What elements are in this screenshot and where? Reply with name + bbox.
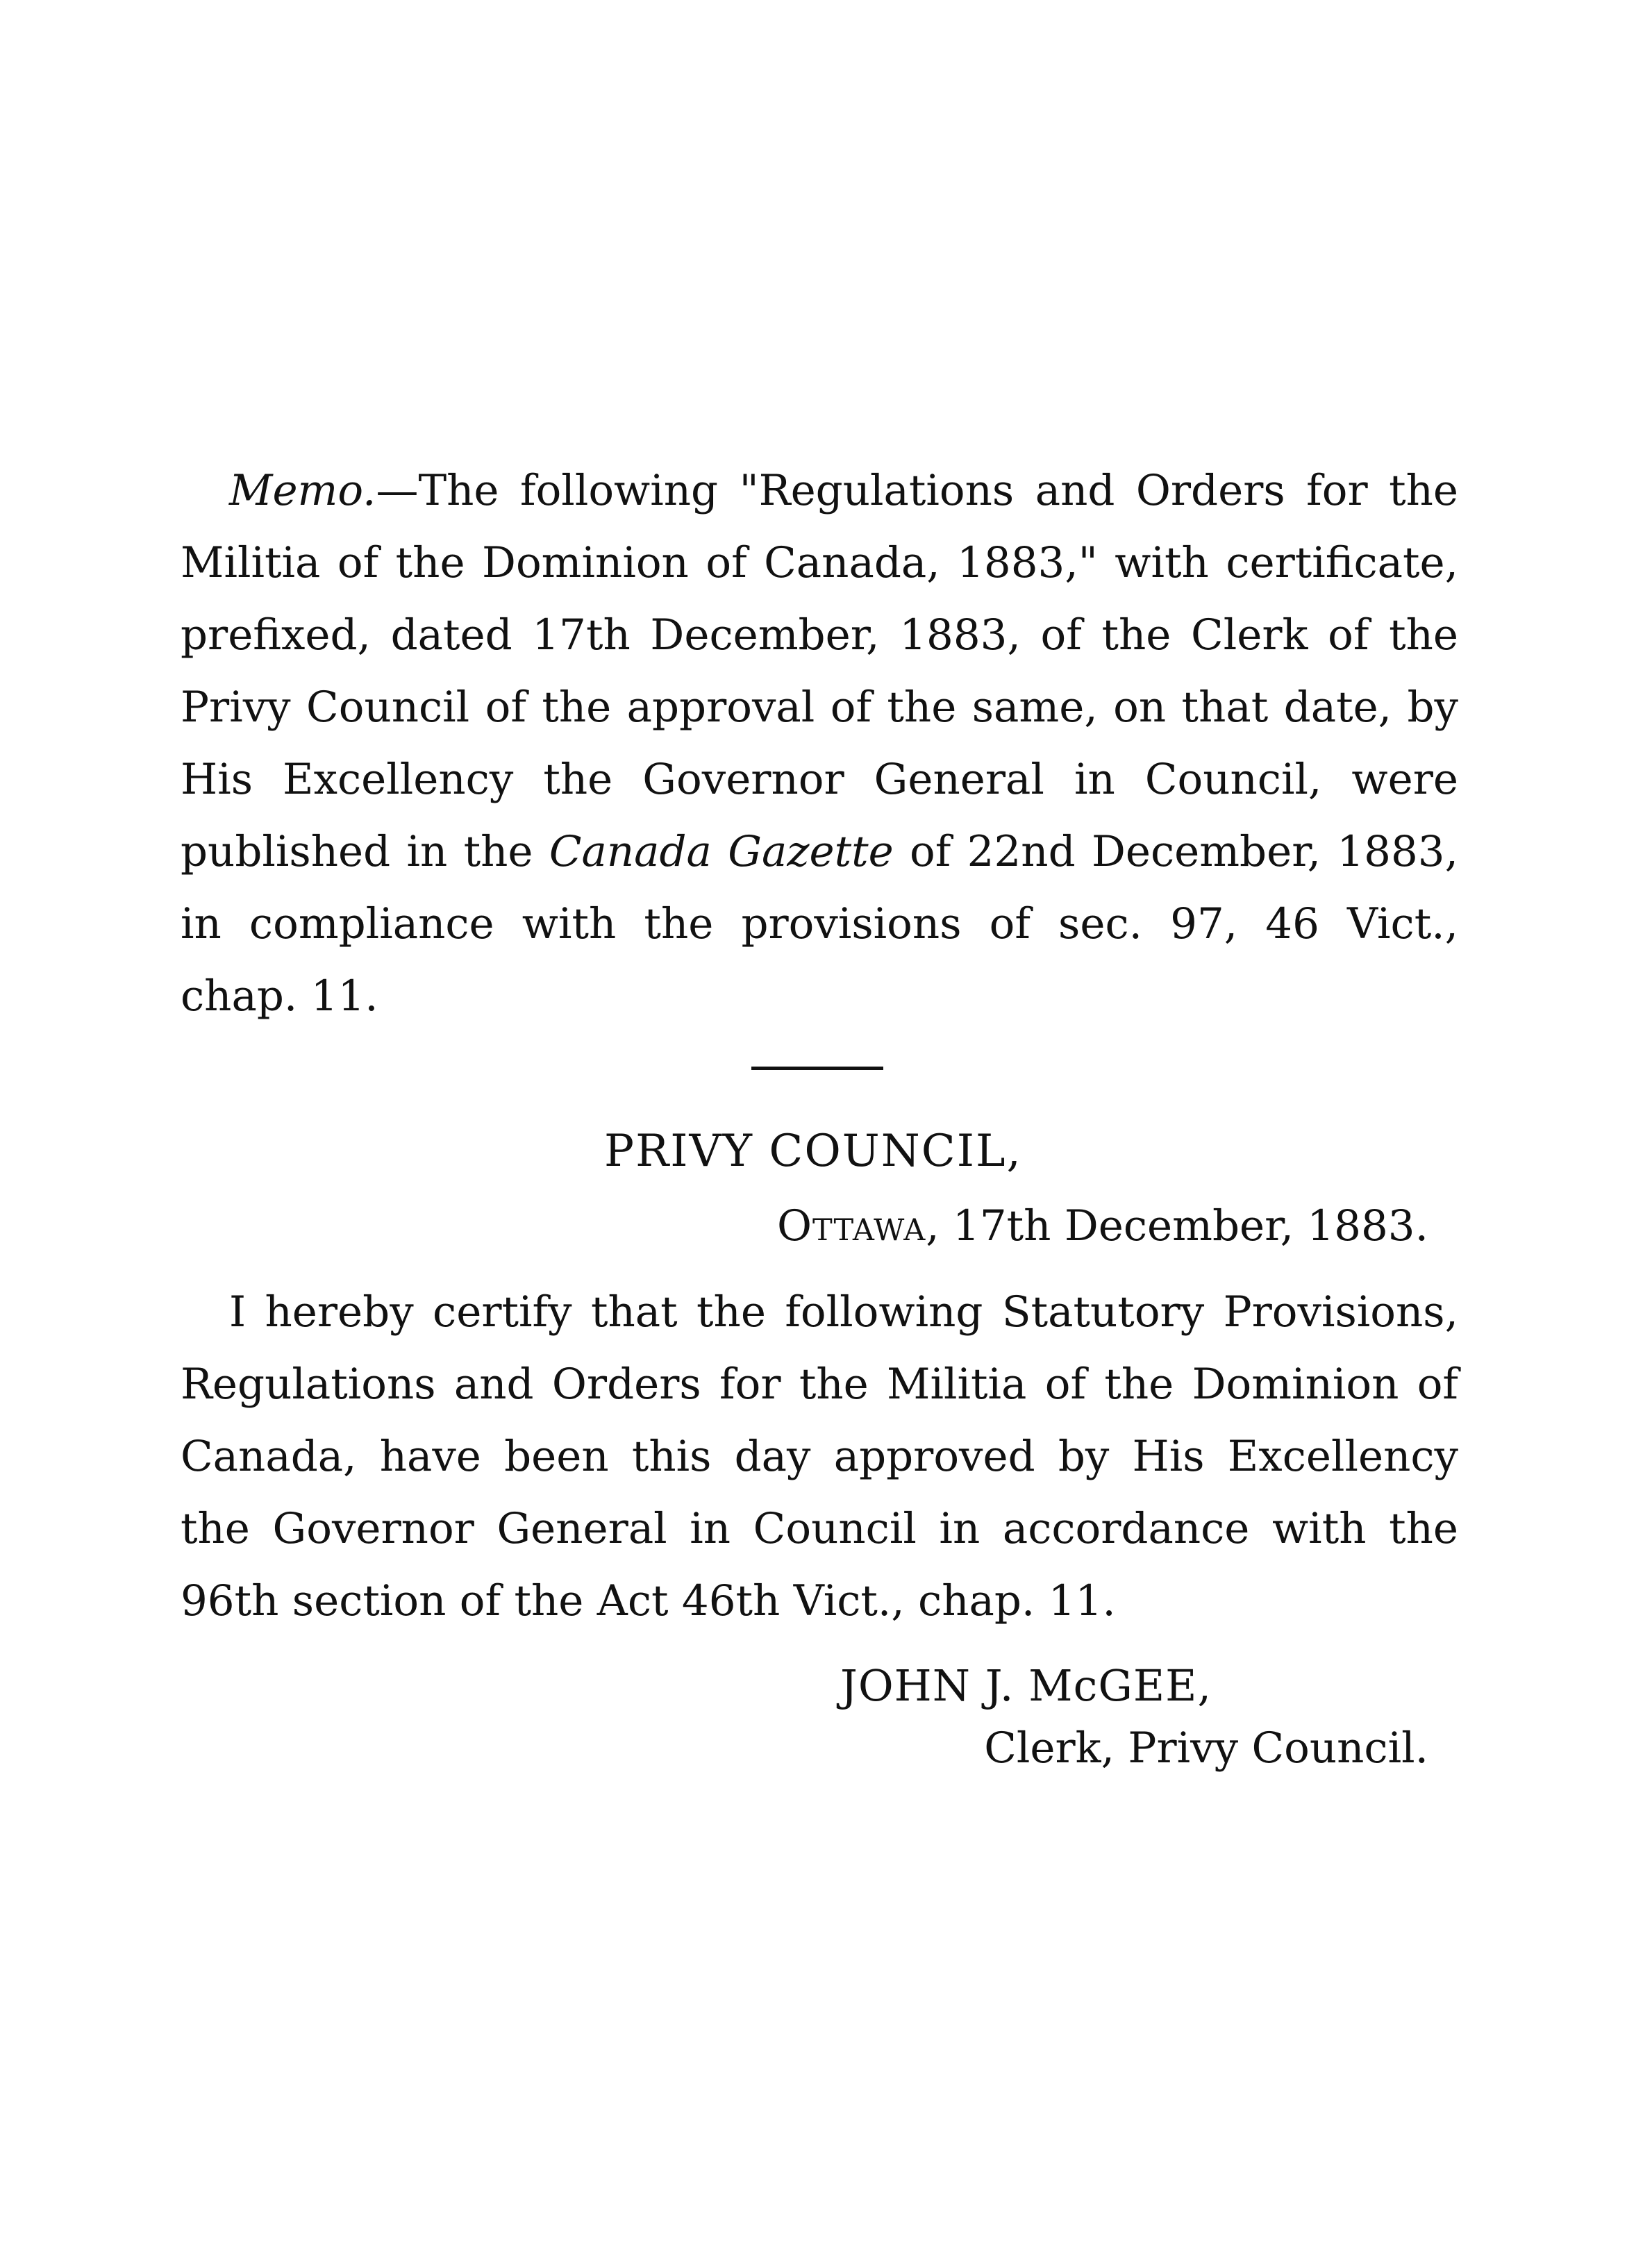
dateline-place: Ottawa — [777, 1201, 926, 1251]
section-divider — [751, 1067, 883, 1070]
certificate-heading: PRIVY COUNCIL, — [604, 1126, 1022, 1177]
memo-lead: Memo. — [229, 466, 376, 515]
certificate-body: I hereby certify that the following Statutory Provisions, Regulations and Orders for the Militia of the Dominion of Canada, have been this day approved by His Excellency the Governor General in Council in accordance with the 96th section of the Act 46th Vict., chap. 11. — [181, 1287, 1458, 1626]
memo-text-before: —The following "Regulations and Orders for the Militia of the Dominion of Canada, 1883," with certificate, prefixed, dated 17th December, 1883, of the Clerk of the Privy Council of the approval of the same, on that date, by His Excellency the Governor General in Council, were published in the — [181, 466, 1458, 876]
memo-text-after: of 22nd December, 1883, in compliance with the provisions of sec. 97, 46 Vict., chap. 11. — [181, 827, 1459, 1021]
signatory-title: Clerk, Privy Council. — [984, 1723, 1428, 1773]
dateline-date: , 17th December, 1883. — [926, 1201, 1428, 1251]
publication-title: Canada Gazette — [549, 827, 894, 876]
certificate-dateline — [777, 1198, 1428, 1254]
memo-paragraph — [181, 455, 1458, 1033]
signatory-name: JOHN J. McGEE, — [840, 1660, 1212, 1711]
